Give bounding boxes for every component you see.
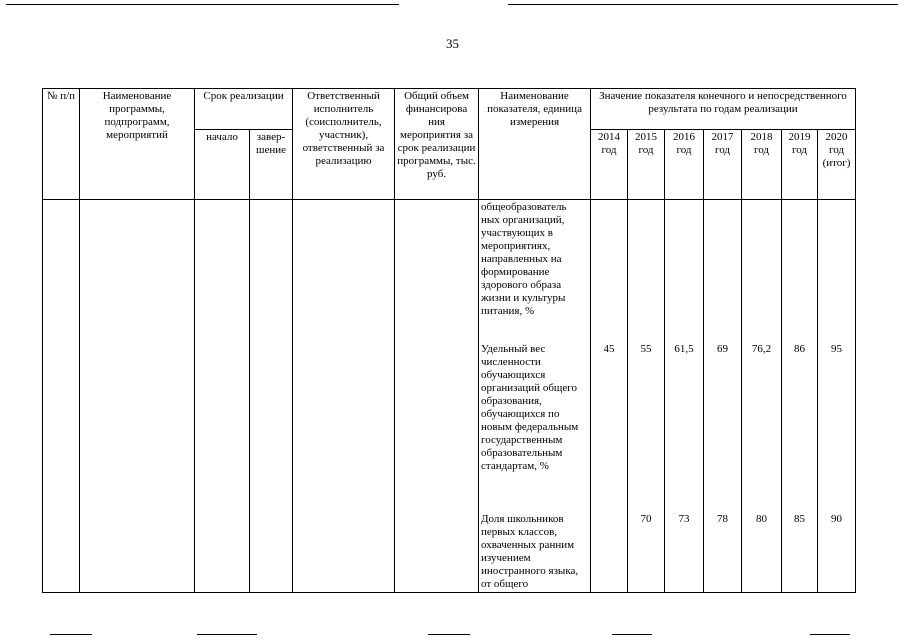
indicator-1-value-2017: [706, 201, 739, 343]
indicator-3-value-2018: 80: [756, 513, 768, 525]
header-year-2019: 2019 год: [782, 130, 818, 200]
header-period: Срок реализации: [195, 89, 293, 130]
header-executor: Ответственный исполнитель (соисполнитель, участник), ответственный за реализацию: [293, 89, 395, 200]
header-year-2020: 2020 год (итог): [818, 130, 856, 200]
cell-end: [250, 200, 293, 593]
header-values-group: Значение показателя конечного и непосредственного результата по годам реализации: [591, 89, 856, 130]
cell-indicators: [479, 200, 591, 593]
bottom-rule-3: [428, 634, 470, 635]
table-row: [43, 200, 856, 593]
header-financing: Общий объем финансирова ния мероприятия за срок реализации программы, тыс. руб.: [395, 89, 479, 200]
indicator-2-value-2017: 69: [717, 343, 729, 355]
indicator-2-text: Удельный вес численности обучающихся организаций общего образования, обучающихся по новым федеральным государственным образовательным стандартам, %: [481, 343, 579, 472]
indicator-3-value-2015: 70: [640, 513, 652, 525]
cell-values-2018: [742, 200, 782, 593]
header-num: № п/п: [43, 89, 80, 200]
indicator-1-text: общеобразователь ных организаций, участвующих в мероприятиях, направленных на формирование здорового образа жизни и культуры питания, %: [481, 201, 567, 317]
cell-values-2016: [665, 200, 704, 593]
indicator-2-value-2018: 76,2: [751, 343, 772, 355]
indicator-2-value-2015: 55: [640, 343, 652, 355]
top-rule-right: [508, 4, 898, 5]
indicator-2-value-2020: 95: [831, 343, 843, 355]
indicator-2-value-2019: 86: [794, 343, 806, 355]
header-year-2014: 2014 год: [591, 130, 628, 200]
cell-values-2020: [818, 200, 856, 593]
header-year-2015: 2015 год: [628, 130, 665, 200]
page-number: 35: [446, 36, 459, 51]
cell-values-2015: [628, 200, 665, 593]
cell-values-2014: [591, 200, 628, 593]
cell-values-2017: [704, 200, 742, 593]
cell-start: [195, 200, 250, 593]
indicator-1-value-2020: [820, 201, 853, 343]
bottom-rule-1: [50, 634, 92, 635]
indicator-1-value-2019: [784, 201, 815, 343]
cell-num: [43, 200, 80, 593]
cell-executor: [293, 200, 395, 593]
cell-values-2019: [782, 200, 818, 593]
header-year-2018: 2018 год: [742, 130, 782, 200]
indicator-1-value-2014: [593, 201, 625, 343]
indicator-3-value-2020: 90: [831, 513, 843, 525]
indicator-1-value-2016: [667, 201, 701, 343]
header-year-2016: 2016 год: [665, 130, 704, 200]
indicator-3-text: Доля школьников первых классов, охваченных ранним изучением иностранного языка, от общего: [481, 513, 579, 590]
header-indicator: Наименование показателя, единица измерения: [479, 89, 591, 200]
indicator-3-value-2016: 73: [678, 513, 690, 525]
indicator-table: [42, 88, 856, 593]
indicator-1-value-2018: [744, 201, 779, 343]
indicator-2-value-2014: 45: [603, 343, 615, 355]
indicator-3-value-2017: 78: [717, 513, 729, 525]
indicator-3-value-2019: 85: [794, 513, 806, 525]
header-year-2017: 2017 год: [704, 130, 742, 200]
bottom-rule-4: [612, 634, 652, 635]
indicator-2-value-2016: 61,5: [674, 343, 694, 355]
cell-financing: [395, 200, 479, 593]
header-start: начало: [195, 130, 250, 200]
cell-name: [80, 200, 195, 593]
header-name: Наименование программы, подпрограмм, мероприятий: [80, 89, 195, 200]
bottom-rule-2: [197, 634, 257, 635]
header-end: завер-шение: [250, 130, 293, 200]
indicator-1-value-2015: [630, 201, 662, 343]
top-rule-left: [6, 4, 399, 5]
bottom-rule-5: [810, 634, 850, 635]
